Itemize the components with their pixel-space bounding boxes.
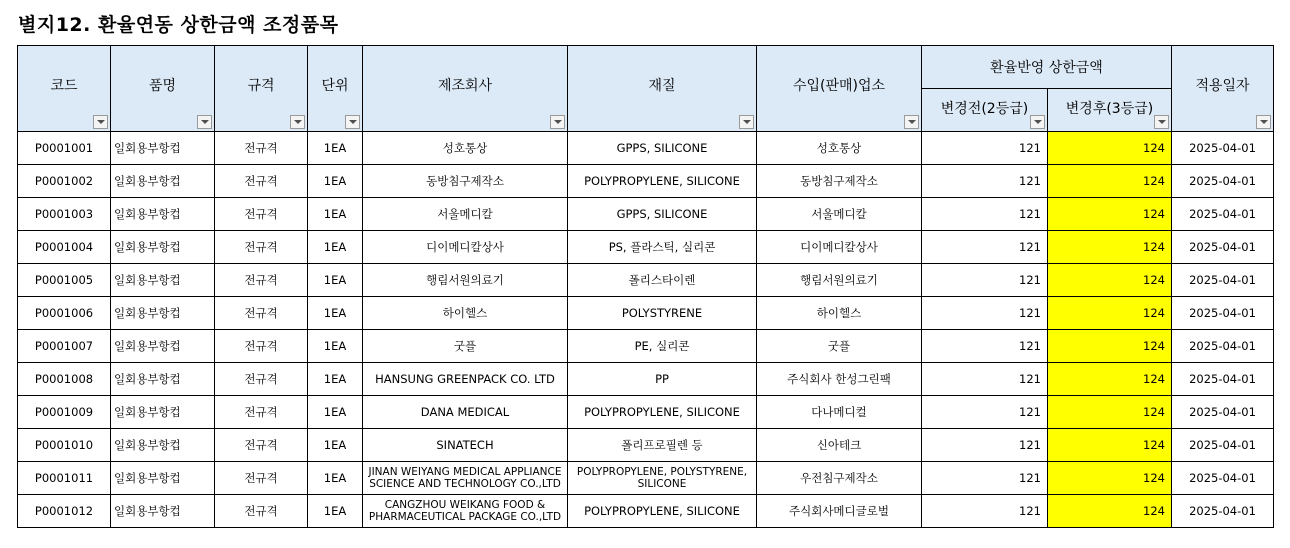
cell-material[interactable]: POLYPROPYLENE, SILICONE [568, 165, 757, 198]
cell-spec[interactable]: 전규격 [215, 396, 308, 429]
cell-price-after[interactable]: 124 [1048, 396, 1172, 429]
page-title: 별지12. 환율연동 상한금액 조정품목 [18, 14, 339, 36]
cell-maker[interactable]: 성호통상 [363, 132, 568, 165]
table-row [18, 198, 1274, 231]
filter-dropdown-before[interactable] [1030, 115, 1045, 129]
header-name: 품명 [111, 46, 215, 132]
cell-material[interactable]: GPPS, SILICONE [568, 132, 757, 165]
cell-maker[interactable]: 동방침구제작소 [363, 165, 568, 198]
table-row [18, 132, 1274, 165]
cell-maker[interactable]: 디이메디칼상사 [363, 231, 568, 264]
cell-spec[interactable]: 전규격 [215, 363, 308, 396]
cell-spec[interactable]: 전규격 [215, 264, 308, 297]
table-row [18, 330, 1274, 363]
cell-price-before[interactable]: 121 [922, 495, 1048, 528]
cell-price-before[interactable]: 121 [922, 198, 1048, 231]
cell-maker[interactable]: 서울메디칼 [363, 198, 568, 231]
cell-importer[interactable]: 디이메디칼상사 [757, 231, 922, 264]
cell-importer[interactable]: 서울메디칼 [757, 198, 922, 231]
filter-dropdown-after[interactable] [1154, 115, 1169, 129]
cell-price-before[interactable]: 121 [922, 462, 1048, 495]
cell-unit[interactable]: 1EA [308, 396, 363, 429]
cell-price-after[interactable]: 124 [1048, 462, 1172, 495]
cell-unit[interactable]: 1EA [308, 264, 363, 297]
cell-name[interactable]: 일회용부항컵 [111, 330, 215, 363]
cell-spec[interactable]: 전규격 [215, 165, 308, 198]
cell-price-before[interactable]: 121 [922, 264, 1048, 297]
cell-importer[interactable]: 주식회사메디글로벌 [757, 495, 922, 528]
cell-unit[interactable]: 1EA [308, 363, 363, 396]
cell-date[interactable]: 2025-04-01 [1172, 264, 1274, 297]
cell-date[interactable]: 2025-04-01 [1172, 297, 1274, 330]
cell-price-after[interactable]: 124 [1048, 231, 1172, 264]
cell-spec[interactable]: 전규격 [215, 495, 308, 528]
cell-maker[interactable]: 행림서원의료기 [363, 264, 568, 297]
cell-date[interactable]: 2025-04-01 [1172, 396, 1274, 429]
header-material: 재질 [568, 46, 757, 132]
cell-code[interactable]: P0001003 [18, 198, 111, 231]
cell-importer[interactable]: 우전침구제작소 [757, 462, 922, 495]
cell-maker[interactable]: 하이헬스 [363, 297, 568, 330]
cell-code[interactable]: P0001008 [18, 363, 111, 396]
cell-name[interactable]: 일회용부항컵 [111, 231, 215, 264]
cell-code[interactable]: P0001010 [18, 429, 111, 462]
cell-price-after[interactable]: 124 [1048, 363, 1172, 396]
header-group-price: 환율반영 상한금액 [922, 46, 1172, 89]
table-row [18, 264, 1274, 297]
cell-name[interactable]: 일회용부항컵 [111, 264, 215, 297]
table-row [18, 495, 1274, 528]
cell-code[interactable]: P0001004 [18, 231, 111, 264]
cell-price-after[interactable]: 124 [1048, 330, 1172, 363]
table-row [18, 429, 1274, 462]
cell-price-after[interactable]: 124 [1048, 297, 1172, 330]
cell-spec[interactable]: 전규격 [215, 462, 308, 495]
price-table [17, 45, 1274, 528]
cell-date[interactable]: 2025-04-01 [1172, 165, 1274, 198]
cell-price-after[interactable]: 124 [1048, 198, 1172, 231]
cell-unit[interactable]: 1EA [308, 198, 363, 231]
cell-code[interactable]: P0001005 [18, 264, 111, 297]
cell-name[interactable]: 일회용부항컵 [111, 462, 215, 495]
cell-date[interactable]: 2025-04-01 [1172, 198, 1274, 231]
cell-spec[interactable]: 전규격 [215, 330, 308, 363]
cell-name[interactable]: 일회용부항컵 [111, 396, 215, 429]
cell-material[interactable]: POLYPROPYLENE, SILICONE [568, 495, 757, 528]
cell-price-before[interactable]: 121 [922, 330, 1048, 363]
table-row [18, 297, 1274, 330]
filter-dropdown-material[interactable] [739, 115, 754, 129]
cell-material[interactable]: POLYPROPYLENE, POLYSTYRENE, SILICONE [568, 462, 757, 495]
cell-importer[interactable]: 신아테크 [757, 429, 922, 462]
cell-material[interactable]: POLYSTYRENE [568, 297, 757, 330]
cell-importer[interactable]: 주식회사 한성그린팩 [757, 363, 922, 396]
cell-unit[interactable]: 1EA [308, 165, 363, 198]
cell-code[interactable]: P0001009 [18, 396, 111, 429]
cell-spec[interactable]: 전규격 [215, 198, 308, 231]
cell-code[interactable]: P0001001 [18, 132, 111, 165]
cell-spec[interactable]: 전규격 [215, 231, 308, 264]
header-unit: 단위 [308, 46, 363, 132]
cell-name[interactable]: 일회용부항컵 [111, 132, 215, 165]
cell-price-after[interactable]: 124 [1048, 264, 1172, 297]
cell-unit[interactable]: 1EA [308, 231, 363, 264]
filter-dropdown-date[interactable] [1256, 115, 1271, 129]
filter-dropdown-importer[interactable] [904, 115, 919, 129]
cell-maker[interactable]: CANGZHOU WEIKANG FOOD & PHARMACEUTICAL PACKAGE CO.,LTD [363, 495, 568, 528]
cell-price-before[interactable]: 121 [922, 165, 1048, 198]
cell-importer[interactable]: 하이헬스 [757, 297, 922, 330]
cell-price-after[interactable]: 124 [1048, 495, 1172, 528]
cell-date[interactable]: 2025-04-01 [1172, 462, 1274, 495]
filter-dropdown-name[interactable] [197, 115, 212, 129]
cell-date[interactable]: 2025-04-01 [1172, 330, 1274, 363]
cell-spec[interactable]: 전규격 [215, 429, 308, 462]
cell-maker[interactable]: 굿플 [363, 330, 568, 363]
filter-dropdown-maker[interactable] [550, 115, 565, 129]
cell-name[interactable]: 일회용부항컵 [111, 429, 215, 462]
table-row [18, 363, 1274, 396]
cell-importer[interactable]: 동방침구제작소 [757, 165, 922, 198]
cell-price-after[interactable]: 124 [1048, 132, 1172, 165]
cell-maker[interactable]: JINAN WEIYANG MEDICAL APPLIANCE SCIENCE AND TECHNOLOGY CO.,LTD [363, 462, 568, 495]
cell-unit[interactable]: 1EA [308, 462, 363, 495]
cell-material[interactable]: PP [568, 363, 757, 396]
cell-price-before[interactable]: 121 [922, 231, 1048, 264]
cell-code[interactable]: P0001011 [18, 462, 111, 495]
cell-date[interactable]: 2025-04-01 [1172, 231, 1274, 264]
cell-unit[interactable]: 1EA [308, 297, 363, 330]
cell-unit[interactable]: 1EA [308, 132, 363, 165]
cell-material[interactable]: 폴리스타이렌 [568, 264, 757, 297]
cell-name[interactable]: 일회용부항컵 [111, 297, 215, 330]
header-spec: 규격 [215, 46, 308, 132]
cell-code[interactable]: P0001007 [18, 330, 111, 363]
cell-maker[interactable]: HANSUNG GREENPACK CO. LTD [363, 363, 568, 396]
cell-price-before[interactable]: 121 [922, 132, 1048, 165]
cell-unit[interactable]: 1EA [308, 330, 363, 363]
cell-importer[interactable]: 성호통상 [757, 132, 922, 165]
filter-dropdown-spec[interactable] [290, 115, 305, 129]
cell-material[interactable]: PS, 플라스틱, 실리콘 [568, 231, 757, 264]
cell-date[interactable]: 2025-04-01 [1172, 132, 1274, 165]
filter-dropdown-code[interactable] [93, 115, 108, 129]
cell-name[interactable]: 일회용부항컵 [111, 495, 215, 528]
cell-material[interactable]: POLYPROPYLENE, SILICONE [568, 396, 757, 429]
cell-date[interactable]: 2025-04-01 [1172, 495, 1274, 528]
filter-dropdown-unit[interactable] [345, 115, 360, 129]
cell-maker[interactable]: DANA MEDICAL [363, 396, 568, 429]
cell-importer[interactable]: 행림서원의료기 [757, 264, 922, 297]
cell-price-before[interactable]: 121 [922, 396, 1048, 429]
cell-unit[interactable]: 1EA [308, 495, 363, 528]
header-date: 적용일자 [1172, 46, 1274, 132]
cell-price-before[interactable]: 121 [922, 297, 1048, 330]
header-maker: 제조회사 [363, 46, 568, 132]
table-row [18, 462, 1274, 495]
cell-material[interactable]: PE, 실리콘 [568, 330, 757, 363]
cell-price-before[interactable]: 121 [922, 429, 1048, 462]
cell-spec[interactable]: 전규격 [215, 297, 308, 330]
cell-name[interactable]: 일회용부항컵 [111, 363, 215, 396]
cell-date[interactable]: 2025-04-01 [1172, 429, 1274, 462]
cell-date[interactable]: 2025-04-01 [1172, 363, 1274, 396]
table-row [18, 165, 1274, 198]
table-row [18, 396, 1274, 429]
header-before: 변경전(2등급) [922, 89, 1048, 132]
cell-price-before[interactable]: 121 [922, 363, 1048, 396]
header-importer: 수입(판매)업소 [757, 46, 922, 132]
cell-maker[interactable]: SINATECH [363, 429, 568, 462]
cell-price-after[interactable]: 124 [1048, 165, 1172, 198]
cell-importer[interactable]: 굿플 [757, 330, 922, 363]
table-row [18, 231, 1274, 264]
cell-name[interactable]: 일회용부항컵 [111, 198, 215, 231]
cell-importer[interactable]: 다나메디컬 [757, 396, 922, 429]
cell-material[interactable]: GPPS, SILICONE [568, 198, 757, 231]
cell-code[interactable]: P0001006 [18, 297, 111, 330]
cell-spec[interactable]: 전규격 [215, 132, 308, 165]
cell-code[interactable]: P0001002 [18, 165, 111, 198]
cell-unit[interactable]: 1EA [308, 429, 363, 462]
cell-material[interactable]: 폴리프로필렌 등 [568, 429, 757, 462]
cell-name[interactable]: 일회용부항컵 [111, 165, 215, 198]
header-after: 변경후(3등급) [1048, 89, 1172, 132]
cell-code[interactable]: P0001012 [18, 495, 111, 528]
cell-price-after[interactable]: 124 [1048, 429, 1172, 462]
header-code: 코드 [18, 46, 111, 132]
